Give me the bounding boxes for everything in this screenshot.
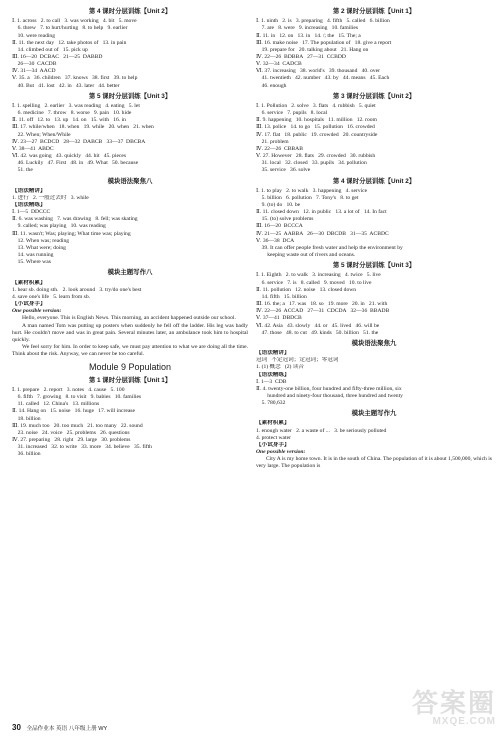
section-title: 模块语法聚焦九 — [351, 339, 397, 347]
answer-line: 41. twentieth 42. number 43. by 44. means 45. Each — [256, 75, 390, 82]
answer-line: Ⅴ. 37—41 DBDCB — [256, 315, 302, 322]
answer-line: Ⅴ. 32—34 CADCB — [256, 61, 302, 68]
section-title: 第 1 课时分层训练【Unit 1】 — [88, 376, 172, 384]
watermark-logo — [356, 687, 496, 727]
answer-line: Ⅲ. 16—20 DCBAC 21—25 DABBD — [12, 53, 103, 60]
answer-line: 51. the — [12, 167, 33, 174]
answer-line: 11. called 12. China's 13. millions — [12, 401, 100, 408]
answer-line: One possible version: — [12, 308, 62, 315]
answer-line: 【素材积累】 — [12, 279, 46, 286]
answer-line: 9. called; was playing 10. was reading — [12, 223, 106, 230]
answer-line: Ⅰ. 1. Eighth 2. to walk 3. increasing 4. twice 5. live — [256, 272, 381, 279]
answer-line: 4. protect water — [256, 434, 291, 441]
answer-line: Ⅱ. 6. was washing 7. was drawing 8. fell; was skating — [12, 216, 138, 223]
answer-line: 12. When was; reading — [12, 237, 70, 244]
answer-line: 6. fifth 7. growing 8. to visit 9. babies 10. families — [12, 394, 142, 401]
section — [256, 262, 492, 337]
answer-line: 31. local 32. closed 33. pupils 34. pollution — [256, 160, 367, 167]
essay-paragraph: A man named Tom was putting up posters when suddenly he fell off the ladder. His leg was badly hurt. He couldn't move and was in great pain. Several minutes later, an ambulance took him to hospital quickly. — [12, 322, 248, 343]
answer-line: 【语法精练】 — [12, 202, 46, 208]
section — [256, 340, 492, 407]
answer-line: 19. prepare for 20. talking about 21. Hang on — [256, 46, 369, 53]
answer-line: 冠词 不定冠词；定冠词；零冠词 — [256, 357, 339, 364]
answer-line: 5. billion 6. pollution 7. Tony's 8. to get — [256, 194, 359, 201]
answer-line: Ⅰ. 1. across 2. to call 3. was working 4. bit 5. move — [12, 18, 137, 25]
answer-line: 13. What were; doing — [12, 244, 66, 251]
essay-paragraph: We feel sorry for him. In order to keep safe, we must pay attention to what we are doing all the time. Think about the risk. Anyway, we can never be too careful. — [12, 344, 248, 358]
section-title: 模块主题写作九 — [351, 410, 397, 418]
answer-line: 21. problem — [256, 138, 289, 145]
section — [256, 8, 492, 90]
answer-line: Ⅲ. 11. wasn't; Was; playing; What time was; playing — [12, 230, 131, 237]
answer-line: Ⅳ. 23—27 BCDCD 28—32 DABCB 33—37 DBCBA — [12, 138, 146, 145]
answer-line: 【小试身手】 — [12, 301, 46, 308]
answer-line: One possible version: — [256, 449, 306, 456]
answer-line: Ⅲ. 16—20 BCCCA — [256, 223, 303, 230]
answer-line: Ⅳ. 22—26 ACCAD 27—31 CDCDA 32—36 BBADB — [256, 308, 390, 315]
section — [256, 93, 492, 175]
answer-line: Ⅲ. 19. much too 20. too much 21. too many 22. sound — [12, 422, 143, 429]
answer-line: Ⅳ. 31—34 AACD — [12, 68, 56, 75]
answer-line: Ⅱ. 11. pollution 12. noise 13. closed down — [256, 286, 357, 293]
answer-line: 7. are 8. were 9. increasing 10. families — [256, 25, 359, 32]
answer-line: 18. billion — [12, 415, 41, 422]
answer-line: Ⅰ. 1. ninth 2. is 3. preparing 4. fifth 5. called 6. billion — [256, 18, 390, 25]
answer-line: Ⅳ. 17. flat 18. public 19. crowded 20. countryside — [256, 131, 378, 138]
left-column — [12, 6, 248, 462]
answer-line: Ⅲ. 17. while/when 18. when 19. while 20. when 21. when — [12, 124, 154, 131]
answer-line: Ⅵ. 37. increasing 38. world's 39. thousand 40. over — [256, 68, 380, 75]
answer-line: Ⅱ. 9. happening 10. hospitals 11. million 12. room — [256, 117, 377, 124]
answer-line: 5. 780,632 — [256, 400, 286, 407]
answer-line: Ⅱ. 11. in 12. on 13. in 14. /; the 15. The; a — [256, 32, 361, 39]
answer-line: Ⅱ. 11. off 12. to 13. up 14. on 15. with 16. in — [12, 117, 126, 124]
answer-line: 【素材积累】 — [256, 420, 290, 427]
answer-line: Ⅳ. 22—26 BDBBA 27—31 CCBDD — [256, 53, 346, 60]
answer-line: 14. fifth 15. billion — [256, 293, 307, 300]
answer-line: Ⅱ. 11. closed down 12. in public 13. a lot of 14. In fact — [256, 209, 387, 216]
section — [12, 269, 248, 358]
answer-line: Ⅰ. 1—5 DDCCC — [12, 209, 51, 216]
answer-line: 10. were reading — [12, 32, 56, 39]
answer-line: Ⅲ. 16. make noise 17. The population of 18. give a report — [256, 39, 392, 46]
answer-line: 26—30 CACDB — [12, 61, 57, 68]
answer-line: Ⅲ. 16. the; a 17. was 18. so 19. more 20. in 21. with — [256, 301, 388, 308]
answer-line: 6. service 7. is 8. called 9. moved 10. to live — [256, 279, 372, 286]
answer-line: 1. enough water 2. a waste of ... 3. be seriously polluted — [256, 427, 387, 434]
answer-line: Ⅵ. 42. Asia 43. slowly 44. or 45. lived 46. will be — [256, 322, 380, 329]
answer-line: Ⅱ. 4. twenty-one billion, four hundred and fifty-three million, six — [256, 385, 402, 392]
section-title: 第 3 课时分层训练【Unit 2】 — [332, 92, 416, 100]
right-column — [256, 6, 492, 474]
section-title: 第 2 课时分层训练【Unit 1】 — [332, 8, 416, 15]
essay-paragraph: Hello, everyone. This is English News. This morning, an accident happened outside our school. — [22, 315, 236, 322]
answer-line: Ⅰ. 1. to play 2. to walk 3. happening 4. service — [256, 187, 368, 194]
answer-line: Ⅳ. 22—26 CBBAB — [256, 145, 303, 152]
answer-line: Ⅱ. 11. the next day 12. take photos of 13. in pain — [12, 39, 127, 46]
answer-line: 1. (1) 概念 (2) 读音 — [256, 364, 305, 371]
section-title: 第 5 课时分层训练【Unit 3】 — [332, 262, 416, 270]
answer-line: 【语法精练】 — [256, 371, 290, 378]
watermark-sub: MXQE.COM — [432, 716, 496, 728]
section-title: 模块主题写作八 — [107, 269, 153, 277]
answer-line: 【语法精讲】 — [256, 350, 290, 357]
answer-line: 1. hear sb. doing sth. 2. look around 3. try/do one's best — [12, 286, 142, 293]
answer-line: 46. Luckily 47. First 48. in 49. What 50. because — [12, 160, 139, 167]
answer-line: Ⅴ. 27. However 28. flats 29. crowded 30. rubbish — [256, 153, 376, 160]
section — [12, 377, 248, 459]
answer-line: 40. But 41. lost 42. in 43. later 44. better — [12, 82, 120, 89]
answer-line: Ⅲ. 13. police 14. to go 15. pollution 16. crowded — [256, 124, 375, 131]
section-title: 第 5 课时分层训练【Unit 3】 — [88, 92, 172, 100]
answer-line: Ⅰ. 1. spelling 2. earlier 3. was reading 4. eating 5. let — [12, 102, 140, 109]
answer-line: Ⅰ. 1. prepare 2. report 3. notes 4. cause 5. 100 — [12, 387, 125, 394]
answer-line: Ⅳ. 21—25 AABBA 26—30 DBCDB 31—35 ACBDC — [256, 230, 389, 237]
answer-line: 47. those 48. to cut 49. kinds 50. billion 51. the — [256, 329, 379, 336]
section — [12, 93, 248, 175]
answer-line: 35. service 36. solve — [256, 167, 311, 174]
section — [12, 8, 248, 90]
answer-line: 36. billion — [12, 451, 41, 458]
answer-line: 6. threw 7. to hurt/hurting 8. to help 9. earlier — [12, 25, 128, 32]
answer-line: 23. noise 24. voice 25. problems 26. questions — [12, 429, 130, 436]
answer-line: 22. When; When/While — [12, 131, 71, 138]
answer-line: 39. It can offer people fresh water and help the environment by — [256, 244, 403, 251]
answer-line: keeping waste out of rivers and oceans. — [256, 252, 356, 259]
answer-line: 15. Where was — [12, 259, 51, 266]
page-footer — [12, 723, 488, 733]
watermark-main: 答案圈 — [411, 688, 496, 718]
answer-line: Ⅳ. 27. preparing 28. right 29. large 30. problems — [12, 437, 131, 444]
answer-line: 4. save one's life 5. learn from sb. — [12, 293, 91, 300]
answer-line: 6. service 7. pupils 8. local — [256, 110, 328, 117]
answer-line: 46. enough — [256, 82, 287, 89]
section — [12, 362, 248, 374]
answer-line: Ⅴ. 35. a 36. children 37. knows 38. first 39. to help — [12, 75, 138, 82]
page-number: 30 — [12, 722, 21, 732]
answer-line: 【小试身手】 — [256, 441, 290, 448]
section — [256, 410, 492, 470]
answer-line: 6. medicine 7. throw 8. worse 9. pain 10. hide — [12, 110, 132, 117]
answer-line: 14. was running — [12, 252, 54, 259]
answer-line: Ⅱ. 14. Hang on 15. noise 16. huge 17. will increase — [12, 408, 135, 415]
section — [256, 178, 492, 260]
answer-line: Ⅰ. 1. Pollution 2. solve 3. flats 4. rubbish 5. quiet — [256, 102, 376, 109]
answer-line: 14. climbed out of 15. pick up — [12, 46, 88, 53]
essay-paragraph: City A is my home town. It is in the south of China. The population of it is about 1,500,000, which is very large. The population is — [256, 456, 492, 470]
module-title: Module 9 Population — [88, 362, 172, 373]
answer-line: 9. (to) do 10. be — [256, 202, 301, 208]
section-title: 第 4 课时分层训练【Unit 2】 — [88, 8, 172, 15]
answer-line: 31. increased 32. to write 33. more 34. believe 35. fifth — [12, 444, 152, 451]
answer-line: Ⅰ. 1—3 CDB — [256, 378, 287, 385]
answer-line: hundred and ninety-four thousand, three hundred and twenty — [256, 392, 403, 399]
answer-line: Ⅴ. 36—38 DCA — [256, 237, 295, 244]
answer-line: 15. (to) solve problems — [256, 216, 314, 223]
answer-line: Ⅵ. 42. was going 43. quickly 44. hit 45. pieces — [12, 153, 127, 160]
answer-line: 1. 进行 2. 一般过去时 3. while — [12, 194, 89, 201]
section-title: 第 4 课时分层训练【Unit 2】 — [332, 177, 416, 185]
answer-line: 【语法精讲】 — [12, 187, 46, 194]
section — [12, 178, 248, 267]
answer-line: Ⅴ. 38—41 ABDC — [12, 145, 54, 152]
footer-text: 全品作业本 英语 八年级上册 WY — [26, 725, 108, 732]
section-title: 模块语法聚焦八 — [107, 177, 153, 185]
